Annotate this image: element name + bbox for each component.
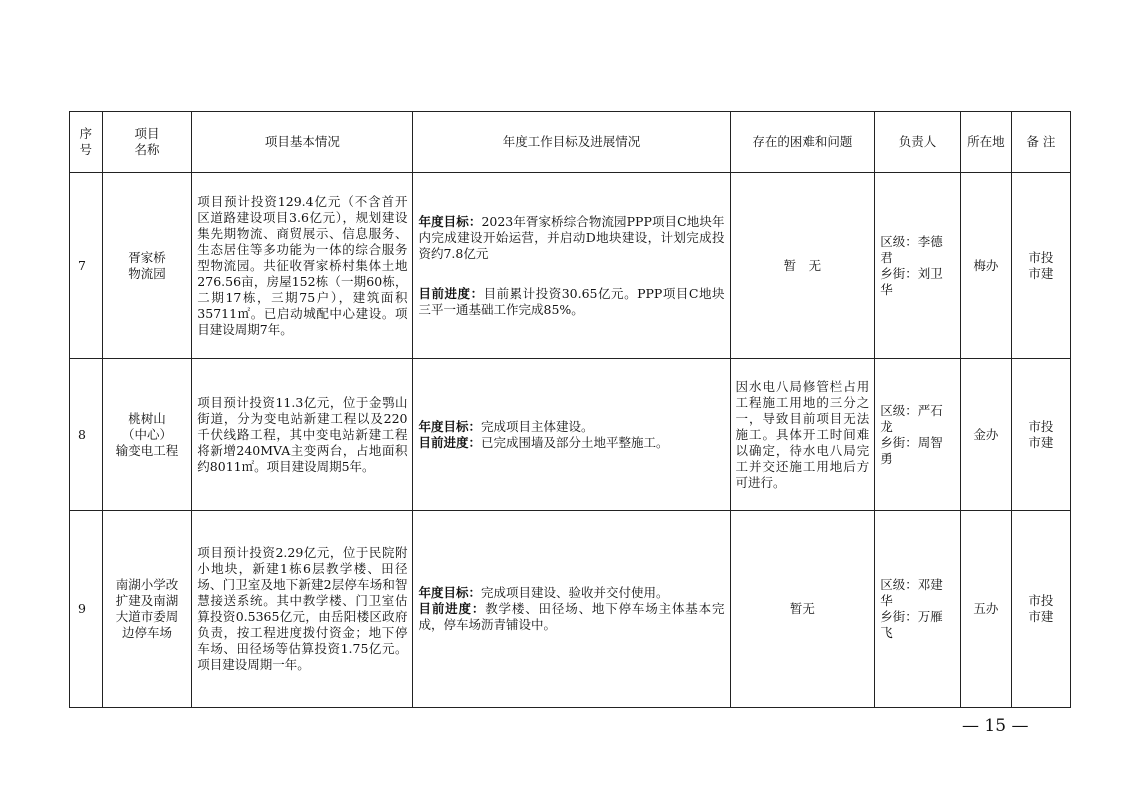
header-name: 项目 名称 [102, 112, 192, 173]
cell-seq: 7 [70, 173, 103, 359]
cell-basic: 项目预计投资129.4亿元（不含首开区道路建设项目3.6亿元），规划建设集先期物流、商贸展示、信息服务、生态居住等多功能为一体的综合服务型物流园。共征收胥家桥村集体土地276.56亩，房屋152栋（一期60栋，二期17栋，三期75户），建筑面积35711㎡。已启动城配中心建设。项目建设周期7年。 [192, 173, 413, 359]
cell-basic: 项目预计投资2.29亿元，位于民院附小地块，新建1栋6层教学楼、田径场、门卫室及地下新建2层停车场和智慧接送系统。其中教学楼、门卫室估算投资0.5365亿元，由岳阳楼区政府负责，按工程进度拨付资金；地下停车场、田径场等估算投资1.75亿元。项目建设周期一年。 [192, 511, 413, 708]
project-table [69, 111, 1071, 708]
table-row [70, 173, 1071, 359]
cell-remark: 市投 市建 [1011, 511, 1070, 708]
cell-problem: 暂无 [730, 511, 875, 708]
table-row [70, 511, 1071, 708]
cell-remark: 市投 市建 [1011, 359, 1070, 511]
cell-location: 五办 [960, 511, 1011, 708]
header-problem: 存在的困难和问题 [730, 112, 875, 173]
header-goal: 年度工作目标及进展情况 [413, 112, 730, 173]
header-basic: 项目基本情况 [192, 112, 413, 173]
cell-seq: 9 [70, 511, 103, 708]
cell-problem: 暂 无 [730, 173, 875, 359]
cell-owner: 区级：邓建华 乡街：万雁飞 [875, 511, 961, 708]
cell-problem: 因水电八局修管栏占用工程施工用地的三分之一，导致目前项目无法施工。具体开工时间难以确定，待水电八局完工并交还施工用地后方可进行。 [730, 359, 875, 511]
cell-location: 金办 [960, 359, 1011, 511]
cell-location: 梅办 [960, 173, 1011, 359]
cell-seq: 8 [70, 359, 103, 511]
cell-goal: 年度目标：完成项目主体建设。 目前进度：已完成围墙及部分土地平整施工。 [413, 359, 730, 511]
header-location: 所在地 [960, 112, 1011, 173]
cell-name: 南湖小学改 扩建及南湖 大道市委周 边停车场 [102, 511, 192, 708]
page-number: — 15 — [962, 716, 1029, 736]
cell-remark: 市投 市建 [1011, 173, 1070, 359]
cell-name: 胥家桥 物流园 [102, 173, 192, 359]
table-header-row [70, 112, 1071, 173]
cell-owner: 区级：严石龙 乡街：周智勇 [875, 359, 961, 511]
cell-name: 桃树山 （中心） 输变电工程 [102, 359, 192, 511]
header-owner: 负责人 [875, 112, 961, 173]
header-remark: 备 注 [1011, 112, 1070, 173]
table-row [70, 359, 1071, 511]
cell-owner: 区级：李德君 乡街：刘卫华 [875, 173, 961, 359]
cell-goal: 年度目标：2023年胥家桥综合物流园PPP项目C地块年内完成建设开始运营，并启动D地块建设，计划完成投资约7.8亿元 目前进度：目前累计投资30.65亿元。PPP项目C地块三平一通基础工作完成85%。 [413, 173, 730, 359]
cell-basic: 项目预计投资11.3亿元，位于金鹗山街道，分为变电站新建工程以及220千伏线路工程，其中变电站新建工程将新增240MVA主变两台，占地面积约8011㎡。项目建设周期5年。 [192, 359, 413, 511]
cell-goal: 年度目标：完成项目建设、验收并交付使用。 目前进度：教学楼、田径场、地下停车场主体基本完成，停车场沥青铺设中。 [413, 511, 730, 708]
header-seq: 序 号 [70, 112, 103, 173]
